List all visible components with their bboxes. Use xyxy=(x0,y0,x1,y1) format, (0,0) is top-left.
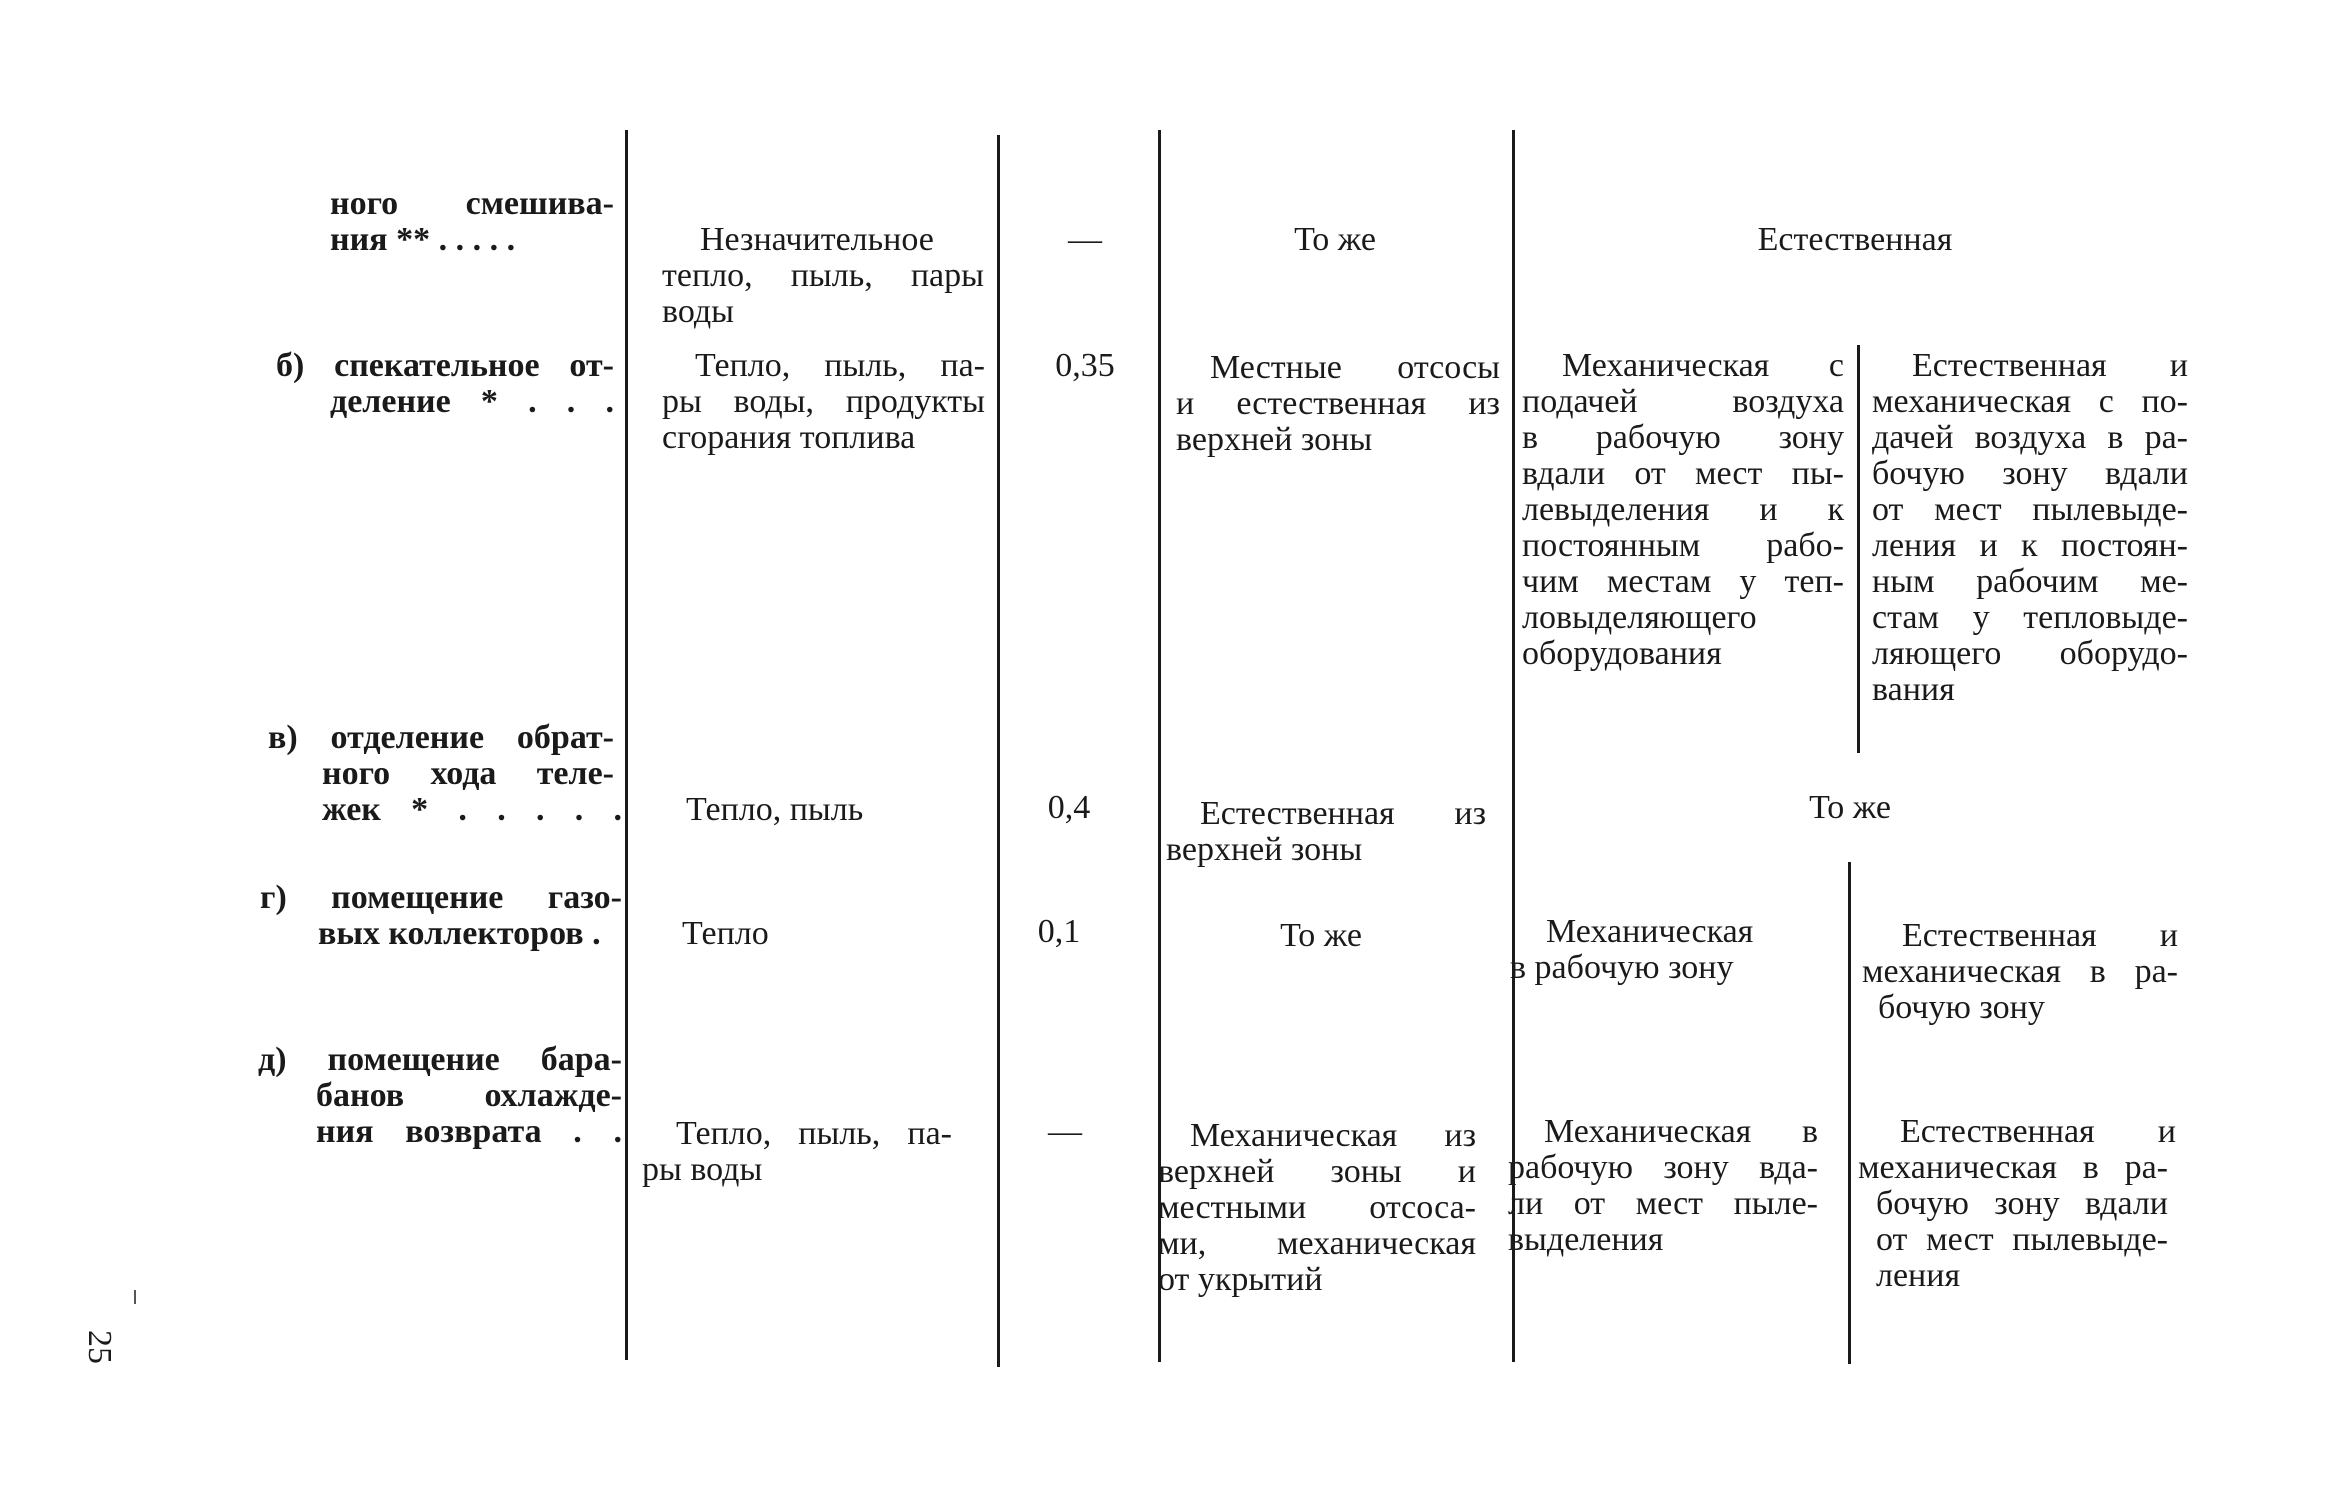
row3-supply-a-line2: в рабочую зону xyxy=(1510,949,1734,986)
row4-name-line3: ния возврата . . xyxy=(316,1113,622,1150)
row2-vent-line2: верхней зоны xyxy=(1166,831,1363,868)
row4-supply-a-line2: рабочую зону вда- xyxy=(1508,1149,1818,1186)
row1-supply-b-line6: ления и к постоян- xyxy=(1872,527,2188,564)
row1-supply-a-line3: в рабочую зону xyxy=(1522,419,1844,456)
row1-supply-b-line9: ляющего оборудо- xyxy=(1872,635,2188,672)
row1-name-line1: б) спекательное от- xyxy=(276,347,614,384)
row1-harm-line3: сгорания топлива xyxy=(662,419,916,456)
row1-ratio: 0,35 xyxy=(1055,347,1115,384)
row1-supply-b-line2: механическая с по- xyxy=(1872,383,2188,420)
row3-supply-b-line2: механическая в ра- xyxy=(1862,953,2178,990)
row0-harm-line3: воды xyxy=(662,293,734,330)
row1-supply-b-line1: Естественная и xyxy=(1912,347,2188,384)
row1-name-line2: деление * . . . xyxy=(330,383,614,420)
row3-supply-b-line3: бочую зону xyxy=(1878,989,2045,1026)
column-divider-5a xyxy=(1857,345,1860,753)
row3-vent: То же xyxy=(1280,917,1362,954)
page-number: 25 xyxy=(81,1330,118,1364)
row4-vent-line3: местными отсоса- xyxy=(1158,1189,1476,1226)
column-divider-1 xyxy=(625,130,628,1360)
row4-supply-a-line1: Механическая в xyxy=(1544,1113,1818,1150)
row4-supply-b-line1: Естественная и xyxy=(1900,1113,2176,1150)
row4-vent-line2: верхней зоны и xyxy=(1158,1153,1476,1190)
row1-supply-a-line6: постоянным рабо- xyxy=(1522,527,1844,564)
row1-vent-line1: Местные отсосы xyxy=(1210,349,1500,386)
row1-supply-b-line4: бочую зону вдали xyxy=(1872,455,2188,492)
row1-supply-a-line7: чим местам у теп- xyxy=(1522,563,1844,600)
row0-name-line1: ного смешива- xyxy=(330,185,614,222)
row2-supply-merged: То же xyxy=(1809,789,1891,826)
row1-supply-b-line8: стам у тепловыде- xyxy=(1872,599,2188,636)
row4-supply-a-line4: выделения xyxy=(1508,1221,1664,1258)
row2-name-line1: в) отделение обрат- xyxy=(268,719,614,756)
row1-supply-a-line9: оборудования xyxy=(1522,635,1722,672)
row4-supply-b-line4: от мест пылевыде- xyxy=(1876,1221,2168,1258)
row4-supply-a-line3: ли от мест пыле- xyxy=(1508,1185,1818,1222)
row1-supply-a-line2: подачей воздуха xyxy=(1522,383,1844,420)
row1-supply-a-line4: вдали от мест пы- xyxy=(1522,455,1844,492)
row4-vent-line1: Механическая из xyxy=(1190,1117,1476,1154)
row1-supply-b-line10: вания xyxy=(1872,671,1955,708)
column-divider-2 xyxy=(997,135,1000,1367)
row3-name-line2: вых коллекторов . xyxy=(318,915,601,952)
row0-vent: То же xyxy=(1294,221,1376,258)
row1-harm-line2: ры воды, продукты xyxy=(662,383,985,420)
row2-vent-line1: Естественная из xyxy=(1200,795,1486,832)
row0-ratio: — xyxy=(1068,221,1102,258)
row4-supply-b-line2: механическая в ра- xyxy=(1858,1149,2168,1186)
row3-name-line1: г) помещение газо- xyxy=(260,879,622,916)
row1-supply-a-line1: Механическая с xyxy=(1562,347,1844,384)
row1-supply-b-line5: от мест пылевыде- xyxy=(1872,491,2188,528)
row0-harm-line2: тепло, пыль, пары xyxy=(662,257,984,294)
row1-supply-a-line8: ловыделяющего xyxy=(1522,599,1757,636)
row4-supply-b-line5: ления xyxy=(1876,1257,1961,1294)
row1-vent-line3: верхней зоны xyxy=(1176,421,1373,458)
row2-name-line2: ного хода теле- xyxy=(322,755,614,792)
row1-supply-b-line7: ным рабочим ме- xyxy=(1872,563,2188,600)
row0-name-line2: ния ** . . . . . xyxy=(330,221,516,258)
row3-supply-b-line1: Естественная и xyxy=(1902,917,2178,954)
row1-supply-b-line3: дачей воздуха в ра- xyxy=(1872,419,2188,456)
row0-supply-merged: Естественная xyxy=(1757,221,1953,258)
row2-ratio: 0,4 xyxy=(1047,789,1091,826)
row4-supply-b-line3: бочую зону вдали xyxy=(1876,1185,2168,1222)
row4-vent-line5: от укрытий xyxy=(1158,1261,1323,1298)
row4-vent-line4: ми, механическая xyxy=(1158,1225,1476,1262)
row4-ratio: — xyxy=(1048,1113,1082,1150)
row3-harm: Тепло xyxy=(682,915,769,952)
page-tick-mark xyxy=(134,1290,136,1304)
column-divider-5b xyxy=(1848,862,1851,1364)
row0-harm-line1: Незначительное xyxy=(700,221,934,258)
row4-harm-line1: Тепло, пыль, па- xyxy=(676,1115,952,1152)
row2-name-line3: жек * . . . . . xyxy=(322,791,622,828)
row4-harm-line2: ры воды xyxy=(642,1151,763,1188)
row1-harm-line1: Тепло, пыль, па- xyxy=(695,347,985,384)
row4-name-line1: д) помещение бара- xyxy=(258,1041,622,1078)
row1-vent-line2: и естественная из xyxy=(1176,385,1500,422)
row3-ratio: 0,1 xyxy=(1037,913,1081,950)
row3-supply-a-line1: Механическая xyxy=(1546,913,1754,950)
row1-supply-a-line5: левыделения и к xyxy=(1522,491,1844,528)
row2-harm: Тепло, пыль xyxy=(686,791,864,828)
row4-name-line2: банов охлажде- xyxy=(316,1077,622,1114)
